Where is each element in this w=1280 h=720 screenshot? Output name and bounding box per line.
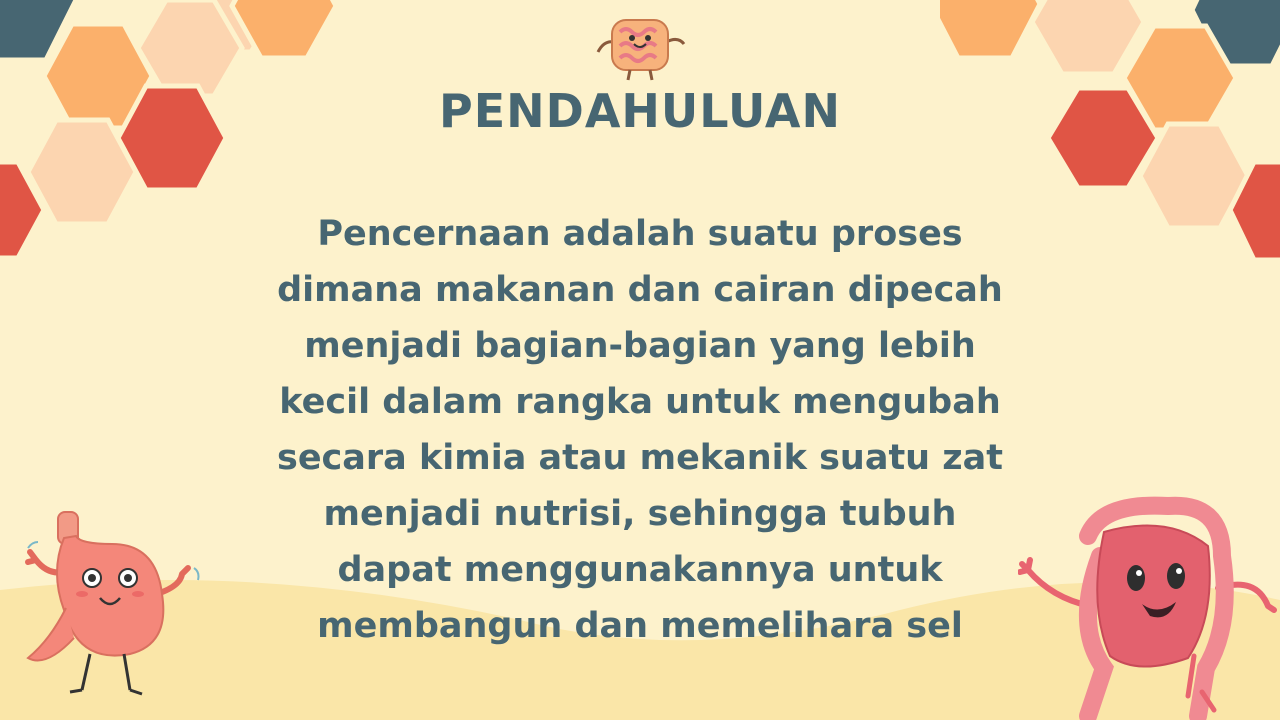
paragraph-line: membangun dan memelihara sel [317, 606, 963, 646]
paragraph-line: dimana makanan dan cairan dipecah [277, 270, 1003, 310]
paragraph-line: secara kimia atau mekanik suatu zat [276, 438, 1003, 478]
stomach-mascot-icon [20, 508, 210, 700]
large-intestine-mascot-icon [1018, 496, 1280, 720]
paragraph-line: kecil dalam rangka untuk mengubah [279, 382, 1001, 422]
paragraph-line: menjadi bagian-bagian yang lebih [304, 326, 976, 366]
intro-paragraph [250, 206, 1030, 654]
paragraph-line: Pencernaan adalah suatu proses [317, 214, 963, 254]
paragraph-line: menjadi nutrisi, sehingga tubuh [323, 494, 957, 534]
paragraph-line: dapat menggunakannya untuk [337, 550, 943, 590]
page-title: PENDAHULUAN [439, 84, 841, 138]
small-intestine-mascot-icon [588, 12, 692, 82]
